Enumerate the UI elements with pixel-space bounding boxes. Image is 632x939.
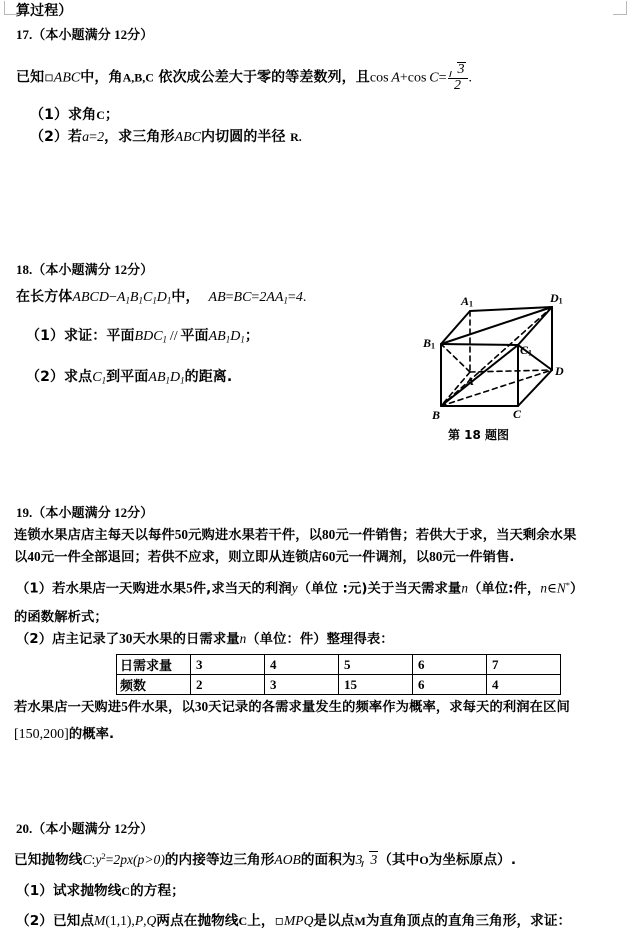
table-row: [117, 655, 561, 675]
problem-19-stem-line-1: [14, 528, 576, 544]
problem-18-solid-c1: C: [142, 290, 153, 305]
problem-18-stem: [16, 290, 306, 306]
problem-18-solid-c1-sub: 1: [152, 295, 157, 306]
problem-19-stem-2b: 元一件全部退回；若供不应求，则立即从连锁店: [40, 550, 323, 565]
table-cell: 3: [191, 655, 265, 675]
table-cell: 2: [191, 675, 265, 695]
table-cell: 5: [339, 655, 413, 675]
problem-17-stem: [16, 62, 472, 94]
problem-19-days-count: 30: [119, 631, 133, 646]
problem-17-part-1-var: C: [96, 108, 105, 122]
figure-vertex-label-C: C: [513, 407, 522, 421]
problem-20-part-2: [16, 913, 571, 929]
problem-18-plane-ab1d1-a: AB: [208, 329, 226, 344]
problem-18-unit: 分: [127, 263, 141, 278]
problem-18-part-1-text: 求证：平面: [64, 328, 135, 344]
problem-19-price-sell-2: 80: [429, 549, 443, 564]
problem-19-set-n-star: *: [565, 580, 571, 590]
problem-17-part-2-post: 内切圆的半径: [201, 129, 286, 145]
problem-17-var-a: A: [391, 70, 400, 86]
problem-19-part-1-marker: （1）: [16, 581, 53, 597]
problem-18-paren-open: （: [32, 263, 46, 278]
problem-19-stem-line-2: [14, 550, 515, 566]
problem-17-part-1-marker: （1）: [30, 107, 69, 123]
problem-17-number: 17.: [16, 27, 33, 42]
problem-17-paren-close: ）: [140, 28, 154, 43]
problem-19-stem-1c: 元一件销售；若供大于求，当天剩余水果: [335, 528, 577, 543]
table-cell: 4: [265, 655, 339, 675]
problem-17-radicand: 3: [457, 62, 465, 77]
problem-17-cos1: cos: [369, 70, 389, 86]
problem-19-stem-2d: 元一件销售.: [442, 550, 515, 565]
problem-18-part-2: [26, 370, 232, 386]
problem-18-stem-mid: 中，: [171, 289, 200, 305]
problem-19-price-transfer: 60: [322, 549, 336, 564]
problem-18-eq-sign-2: =: [251, 290, 260, 305]
problem-18-point-c1: C: [92, 370, 102, 385]
problem-18-plane-ab1d1-a-sub: 1: [225, 334, 231, 345]
problem-19-part-2-line: [16, 632, 394, 648]
problem-17-part-2-eq: =: [89, 130, 98, 145]
problem-18-solid-b1: B: [129, 290, 139, 305]
problem-20-point-m: M: [94, 913, 106, 928]
problem-19-set-n: N: [556, 580, 566, 596]
problem-18-solid-a1-sub: 1: [125, 295, 130, 306]
problem-20-two-px: 2px: [113, 852, 134, 867]
problem-18-solid-dash: −: [108, 290, 117, 305]
problem-18-part-2-tail: 的距离.: [184, 369, 233, 385]
problem-20-comma-1: ,: [131, 913, 135, 928]
problem-18-header: [16, 263, 153, 279]
problem-17-score: 12: [114, 27, 128, 42]
problem-18-part-1-marker: （1）: [26, 328, 65, 344]
problem-19-paren-open: （: [32, 506, 46, 521]
problem-19-closing-days: 30: [194, 699, 209, 714]
triangle-symbol-icon: ▫: [44, 69, 54, 86]
problem-19-closing-line-1: [14, 700, 570, 716]
problem-18-part-2-plane-a-sub: 1: [165, 375, 170, 386]
problem-19-paren-close: ）: [140, 506, 154, 521]
problem-20-condition: (p>0): [133, 852, 165, 867]
table-cell: 6: [413, 675, 487, 695]
problem-19-part-1e: ）: [570, 581, 584, 597]
problem-19-part-1b: 件,求当天的利润: [192, 581, 292, 597]
problem-19-var-n-2: n: [540, 580, 548, 596]
problem-19-element-of-symbol: ∈: [547, 580, 557, 596]
problem-20-triangle-mpq: MPQ: [283, 913, 314, 928]
problem-17-var-c: C: [429, 70, 439, 86]
problem-20-stem-b: 的内接等边三角形: [164, 852, 275, 868]
problem-17-part-2-var: a: [82, 130, 90, 145]
problem-19-part-1d: （单位:件，: [467, 581, 541, 597]
problem-19-part-2b: 天水果的日需求量: [132, 632, 240, 647]
problem-18-part-2-plane-b-sub: 1: [180, 375, 185, 386]
figure-vertex-label-C1: C1: [520, 343, 533, 358]
problem-19-purchase-qty: 5: [186, 580, 193, 596]
table-cell: 3: [265, 675, 339, 695]
problem-17-triangle-name: ABC: [53, 70, 81, 86]
problem-18-number: 18.: [16, 262, 33, 277]
table-cell: 15: [339, 675, 413, 695]
problem-18-solid-d1: D: [156, 290, 167, 305]
problem-18-part-2-plane-a: AB: [148, 370, 166, 385]
problem-18-plane-bdc1-sub: 1: [162, 334, 168, 345]
problem-20-unit: 分: [127, 822, 141, 837]
problem-20-sqrt: [362, 851, 378, 868]
rectangular-box-diagram-icon: [410, 295, 610, 425]
problem-20-part-2c: 上，: [247, 913, 275, 929]
problem-17-equals: =: [438, 70, 447, 86]
problem-20-point-p: P: [134, 913, 144, 928]
problem-19-var-n: n: [461, 580, 468, 596]
problem-20-part-2-curve: C: [238, 914, 248, 928]
problem-17-part-2-text: 若: [68, 129, 83, 145]
problem-20-stem-a: 已知抛物线: [14, 852, 83, 868]
problem-18-solid-b1-sub: 1: [138, 295, 143, 306]
table-cell: 4: [487, 675, 561, 695]
problem-18-part-2-text: 求点: [64, 369, 93, 385]
table-row-header: 日需求量: [117, 655, 191, 675]
problem-19-part-2a: 店主记录了: [52, 632, 120, 647]
table-cell: 7: [487, 655, 561, 675]
problem-19-part-2c: （单位：件）整理得表：: [246, 632, 394, 647]
problem-20-stem-f: 为坐标原点）.: [428, 852, 517, 868]
problem-18-eq-aa: AA: [266, 290, 284, 305]
problem-19-unit: 分: [127, 506, 141, 521]
problem-20-part-2a: 已知点: [52, 913, 95, 929]
problem-19-closing-line-2: [14, 727, 114, 743]
problem-19-part-1a: 若水果店一天购进水果: [52, 581, 187, 597]
problem-20-point-m-coords: (1,1): [105, 913, 132, 928]
problem-17-part-2-dot: .: [298, 130, 302, 144]
problem-18-header-label: 本小题满分: [45, 263, 111, 278]
problem-18-solid-d1-sub: 1: [166, 295, 172, 306]
problem-20-header-label: 本小题满分: [45, 822, 111, 837]
figure-vertex-label-B1: B1: [423, 336, 436, 351]
figure-vertex-label-B: B: [432, 408, 441, 422]
problem-17-period: .: [468, 70, 473, 86]
problem-18-part-2-mid: 到平面: [106, 369, 149, 385]
problem-17-plus: +: [399, 70, 408, 86]
problem-20-part-1-marker: （1）: [16, 883, 53, 899]
problem-20-paren-close: ）: [140, 822, 154, 837]
problem-18-eq-sign-3: =: [287, 290, 296, 305]
problem-20-number: 20.: [16, 821, 33, 836]
problem-19-number: 19.: [16, 505, 33, 520]
problem-18-figure: [410, 291, 610, 442]
problem-19-stem-1b: 元购进水果若干件，以: [188, 528, 323, 543]
problem-17-stem-desc: 依次成公差大于零的等差数列，且: [158, 69, 370, 86]
problem-17-unit: 分: [127, 28, 141, 43]
problem-20-point-q: Q: [146, 913, 157, 928]
problem-17-denominator: 2: [448, 78, 468, 94]
problem-19-closing-1a: 若水果店一天购进: [14, 700, 122, 715]
problem-17-fraction: [448, 62, 468, 94]
problem-20-triangle-aob: AOB: [274, 852, 301, 867]
problem-20-header: [16, 822, 153, 838]
problem-17-part-2: [30, 130, 302, 146]
triangle-symbol-icon: ▫: [274, 913, 284, 929]
problem-20-part-2e: 为直角顶点的直角三角形，求证：: [365, 913, 572, 929]
problem-20-point-m-2: M: [354, 914, 366, 928]
problem-17-angle-list: A,B,C: [122, 70, 154, 85]
problem-19-profit-interval: [150,200]: [14, 727, 69, 742]
problem-19-closing-2a: 的概率.: [68, 727, 115, 742]
problem-18-point-c1-sub: 1: [101, 375, 107, 386]
figure-vertex-label-D1: D1: [550, 291, 563, 306]
problem-17-stem-lead: 已知: [16, 69, 45, 86]
problem-18-eq-two: 2: [259, 290, 267, 305]
problem-18-plane-bdc1: BDC: [134, 329, 163, 344]
problem-18-part-1-tail: ；: [244, 328, 259, 344]
problem-19-part-1-line-2: 的函数解析式；: [14, 610, 108, 625]
problem-18-eq-four: 4: [295, 290, 303, 305]
problem-17-part-2-val: 2: [97, 130, 105, 145]
problem-19-price-sell: 80: [322, 527, 336, 542]
table-row-header: 频数: [117, 675, 191, 695]
problem-18-period: .: [302, 290, 307, 305]
problem-20-comma-2: ,: [143, 913, 147, 928]
table-cell: 6: [413, 655, 487, 675]
problem-20-curve-c: C: [82, 852, 92, 867]
problem-17-part-2-radius: R: [290, 130, 299, 144]
table-row: [117, 675, 561, 695]
problem-17-part-2-mid: ，求三角形: [104, 129, 175, 145]
problem-18-figure-caption: 第 18 题图: [448, 428, 510, 442]
problem-17-part-1-text: 求角: [68, 107, 97, 123]
problem-17-part-2-marker: （2）: [30, 129, 69, 145]
problem-18-parallel-symbol: //: [169, 329, 178, 344]
problem-20-part-2b: 两点在抛物线: [156, 913, 239, 929]
problem-20-part-1: [16, 884, 185, 899]
demand-frequency-table: [116, 654, 561, 695]
problem-19-stem-2a: 以: [14, 550, 28, 565]
problem-20-score: 12: [114, 821, 128, 836]
problem-18-part-1: [26, 329, 259, 345]
problem-18-paren-close: ）: [140, 263, 154, 278]
problem-19-var-y: y: [291, 580, 298, 596]
problem-20-part-2d: 是以点: [313, 913, 355, 929]
problem-18-solid-base: ABCD: [72, 290, 109, 305]
problem-17-part-2-triangle: ABC: [174, 130, 202, 145]
problem-18-score: 12: [114, 262, 128, 277]
problem-19-closing-1c: 天记录的各需求量发生的频率作为概率，求每天的利润在区间: [208, 700, 570, 715]
problem-20-part-1a: 试求抛物线: [52, 883, 122, 899]
problem-19-part-2-marker: （2）: [16, 632, 53, 647]
problem-20-area-coeff: 3: [355, 852, 363, 867]
problem-19-closing-1b: 件水果，以: [127, 700, 195, 715]
problem-20-part-2-marker: （2）: [16, 913, 53, 929]
problem-20-colon: :: [91, 852, 96, 867]
problem-18-eq-aa-sub: 1: [283, 295, 288, 306]
problem-20-stem-e: （其中: [378, 852, 420, 868]
problem-18-plane-ab1d1-b: D: [230, 329, 241, 344]
problem-19-score: 12: [114, 505, 128, 520]
problem-20-var-y: y: [95, 852, 102, 867]
problem-18-eq-bc: BC: [233, 290, 252, 305]
problem-19-closing-qty: 5: [121, 699, 128, 714]
problem-18-part-2-plane-b: D: [169, 370, 181, 385]
problem-18-eq-ab: AB: [208, 290, 226, 305]
problem-20-stem: [14, 851, 516, 868]
problem-20-origin-o: O: [419, 853, 429, 867]
problem-18-stem-lead: 在长方体: [16, 289, 73, 305]
crop-mark-top-right-icon: [613, 1, 627, 15]
problem-20-paren-open: （: [32, 822, 46, 837]
problem-17-part-1: [30, 108, 119, 124]
problem-19-header-label: 本小题满分: [45, 506, 111, 521]
problem-20-exponent-2: 2: [101, 851, 106, 862]
problem-19-stem-2c: 元一件调剂，以: [335, 550, 430, 565]
problem-19-stem-1a: 连锁水果店店主每天以每件: [14, 528, 175, 543]
problem-18-eq-sign-1: =: [225, 290, 234, 305]
problem-20-equals: =: [105, 852, 114, 867]
problem-20-part-1b: 的方程；: [130, 883, 185, 899]
problem-20-stem-d: 的面积为: [300, 852, 356, 868]
problem-17-stem-mid: 中，角: [80, 69, 123, 86]
continuation-fragment-text: 算过程）: [16, 3, 73, 19]
figure-vertex-label-A: A: [466, 374, 475, 388]
problem-19-header: [16, 506, 153, 522]
figure-vertex-label-D: D: [555, 364, 564, 378]
problem-17-header: [16, 28, 153, 44]
problem-17-header-label: 本小题满分: [45, 28, 111, 43]
problem-18-solid-a1: A: [116, 290, 126, 305]
problem-19-part-2-var-n: n: [239, 631, 247, 646]
problem-17-paren-open: （: [32, 28, 46, 43]
problem-19-part-1c: （单位 :元)关于当天需求量: [297, 581, 462, 597]
problem-18-part-2-marker: （2）: [26, 369, 65, 385]
problem-18-part-1-mid: 平面: [180, 328, 209, 344]
problem-18-plane-ab1d1-b-sub: 1: [240, 334, 245, 345]
problem-20-part-1-curve: C: [121, 884, 131, 898]
figure-vertex-label-A1: A1: [461, 294, 474, 309]
problem-19-price-purchase: 50: [174, 527, 189, 542]
problem-19-part-1-line-1: [16, 581, 583, 598]
problem-17-part-1-tail: ；: [104, 107, 120, 123]
problem-19-price-return: 40: [27, 549, 41, 564]
problem-17-cos2: cos: [407, 70, 427, 86]
problem-20-radicand: 3: [370, 852, 378, 867]
